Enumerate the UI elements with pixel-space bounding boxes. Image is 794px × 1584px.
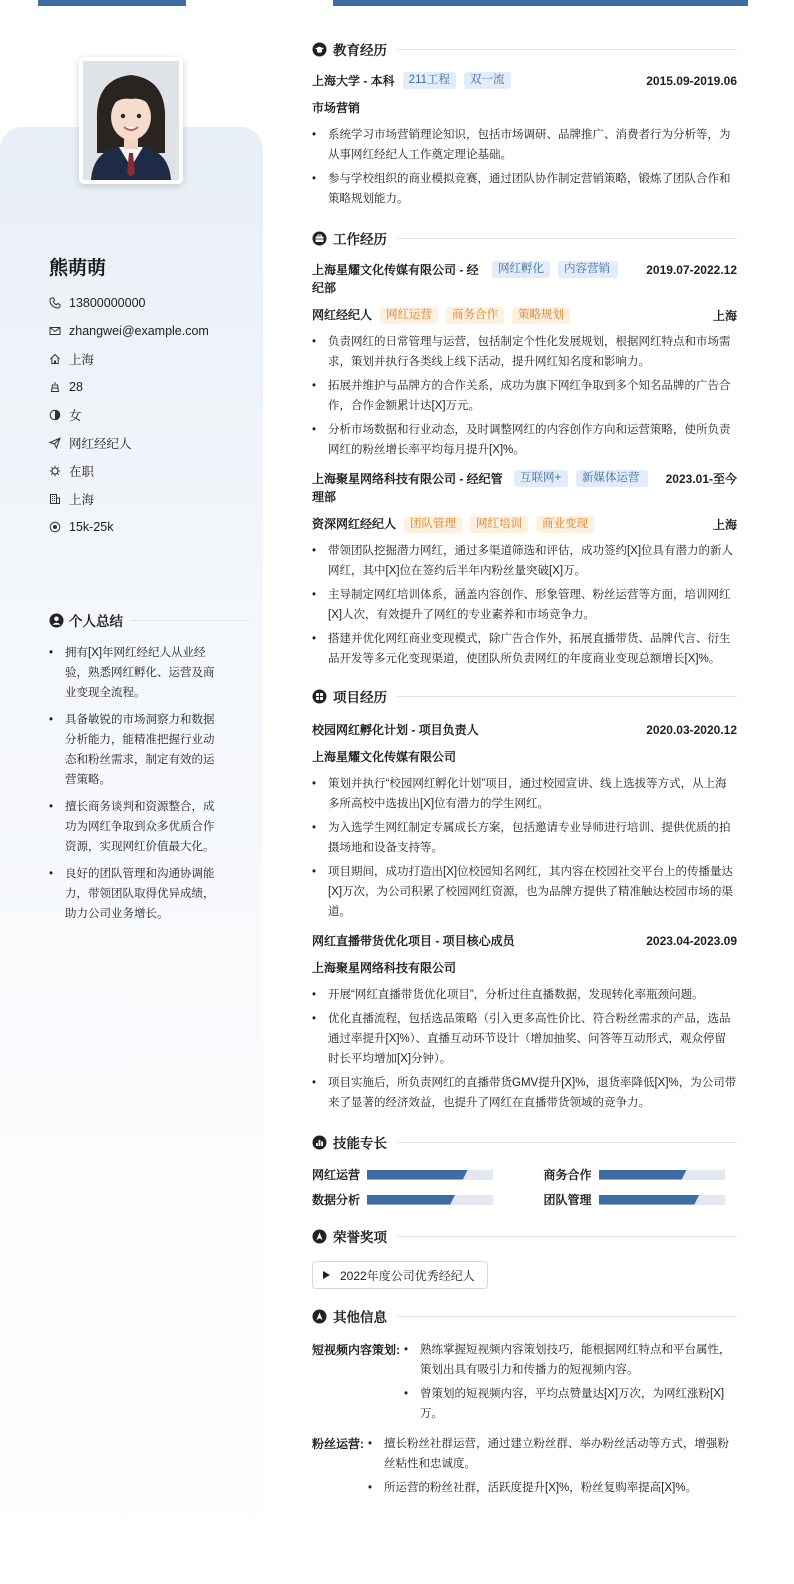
work-city: 上海 bbox=[712, 308, 737, 323]
skill-bar bbox=[599, 1195, 725, 1205]
info-status bbox=[49, 457, 249, 485]
date-range: 2023.01-至今 bbox=[665, 472, 737, 486]
list-item: • 策划并执行“校园网红孵化计划”项目，通过校园宣讲、线上选拔等方式，从上海多所高校中选拔出[X]位有潜力的学生网红。 bbox=[312, 774, 737, 814]
list-item: • 优化直播流程，包括选品策略（引入更多高性价比、符合粉丝需求的产品，选品通过率提升[X]%）、直播互动环节设计（增加抽奖、问答等互动形式，观众停留时长平均增加[X]分钟）。 bbox=[312, 1009, 737, 1069]
skill-fill bbox=[367, 1195, 455, 1205]
project-org: 上海星耀文化传媒有限公司 bbox=[312, 750, 457, 764]
graduation-cap-icon bbox=[312, 42, 327, 57]
info-email bbox=[49, 317, 249, 345]
info-position bbox=[49, 429, 249, 457]
info-icon bbox=[312, 1309, 327, 1324]
project-entry bbox=[312, 932, 737, 1113]
skill-fill bbox=[367, 1170, 468, 1180]
skill-item bbox=[544, 1167, 738, 1182]
tag: 网红孵化 bbox=[492, 261, 550, 278]
info-text: 在职 bbox=[69, 465, 95, 479]
info-text: 网红经纪人 bbox=[69, 437, 132, 451]
info-salary bbox=[49, 513, 249, 541]
skill-fill bbox=[599, 1195, 700, 1205]
profile-photo bbox=[79, 57, 183, 184]
education-entry bbox=[312, 72, 737, 209]
other-details bbox=[368, 1434, 737, 1502]
info-text: 上海 bbox=[69, 493, 95, 507]
school-name: 上海大学 - 本科 bbox=[312, 74, 395, 88]
work-details bbox=[312, 332, 737, 460]
role-title: 资深网红经纪人 bbox=[312, 517, 397, 531]
company-name: 上海星耀文化传媒有限公司 - 经纪部 bbox=[312, 263, 479, 295]
skills-grid bbox=[312, 1167, 737, 1207]
date-range: 2020.03-2020.12 bbox=[646, 723, 737, 737]
skill-bar bbox=[599, 1170, 725, 1180]
list-item: • 主导制定网红培训体系，涵盖内容创作、形象管理、粉丝运营等方面，培训网红[X]人次，有效提升了网红的专业素养和市场竞争力。 bbox=[312, 585, 737, 625]
project-details bbox=[312, 774, 737, 922]
list-item: • 负责网红的日常管理与运营，包括制定个性化发展规划，根据网红特点和市场需求，策划并执行各类线上线下活动，提升网红知名度和影响力。 bbox=[312, 332, 737, 372]
salary-icon bbox=[49, 521, 61, 533]
skill-name: 数据分析 bbox=[312, 1193, 361, 1207]
list-item: • 具备敏锐的市场洞察力和数据分析能力，能精准把握行业动态和粉丝需求，制定有效的运营策略。 bbox=[49, 710, 219, 790]
info-text: 13800000000 bbox=[69, 296, 146, 310]
list-item: • 曾策划的短视频内容，平均点赞量达[X]万次，为网红涨粉[X]万。 bbox=[404, 1384, 737, 1424]
date-range: 2019.07-2022.12 bbox=[646, 263, 737, 277]
list-item: • 项目实施后，所负责网红的直播带货GMV提升[X]%，退货率降低[X]%，为公司带来了显著的经济效益，也提升了网红在直播带货领域的竞争力。 bbox=[312, 1073, 737, 1113]
summary-title-text: 个人总结 bbox=[69, 614, 123, 629]
other-info-block bbox=[312, 1340, 737, 1428]
list-item: • 熟练掌握短视频内容策划技巧，能根据网红特点和平台属性，策划出具有吸引力和传播力的短视频内容。 bbox=[404, 1340, 737, 1380]
awards-section-title bbox=[312, 1225, 737, 1247]
list-item: • 搭建并优化网红商业变现模式，除广告合作外，拓展直播带货、品牌代言、衍生品开发等多元化变现渠道，使团队所负责网红的年度商业变现总额增长[X]%。 bbox=[312, 629, 737, 669]
work-entry bbox=[312, 470, 737, 669]
list-item: • 擅长粉丝社群运营，通过建立粉丝群、举办粉丝活动等方式，增强粉丝粘性和忠诚度。 bbox=[368, 1434, 737, 1474]
mail-icon bbox=[49, 325, 61, 337]
list-item: • 带领团队挖掘潜力网红，通过多渠道筛选和评估，成功签约[X]位具有潜力的新人网红，其中[X]位在签约后半年内粉丝量突破[X]万。 bbox=[312, 541, 737, 581]
summary-list bbox=[49, 643, 219, 931]
tag: 商务合作 bbox=[446, 307, 504, 324]
grid-icon bbox=[312, 689, 327, 704]
tag: 内容营销 bbox=[558, 261, 618, 278]
title-divider bbox=[397, 238, 737, 239]
building-icon bbox=[49, 493, 61, 505]
tag: 策略规划 bbox=[512, 307, 570, 324]
list-item: • 开展“网红直播带货优化项目”，分析过往直播数据，发现转化率瓶颈问题。 bbox=[312, 985, 737, 1005]
project-name: 校园网红孵化计划 - 项目负责人 bbox=[312, 723, 479, 737]
list-item: • 分析市场数据和行业动态，及时调整网红的内容创作方向和运营策略，使所负责网红的粉丝增长率平均每月提升[X]%。 bbox=[312, 420, 737, 460]
award-item bbox=[312, 1261, 488, 1289]
project-entry bbox=[312, 721, 737, 922]
briefcase-icon bbox=[312, 231, 327, 246]
major: 市场营销 bbox=[312, 101, 361, 115]
date-range: 2023.04-2023.09 bbox=[646, 934, 737, 948]
play-icon bbox=[323, 1271, 330, 1279]
work-details bbox=[312, 541, 737, 669]
skill-name: 网红运营 bbox=[312, 1168, 361, 1182]
date-range: 2015.09-2019.06 bbox=[646, 74, 737, 88]
info-text: 上海 bbox=[69, 353, 95, 367]
tag: 网红培训 bbox=[470, 516, 528, 533]
other-info-block bbox=[312, 1434, 737, 1502]
title-divider bbox=[397, 1236, 737, 1237]
title-divider bbox=[397, 696, 737, 697]
awards-title-text: 荣誉奖项 bbox=[333, 1230, 387, 1245]
work-city: 上海 bbox=[712, 517, 737, 532]
work-entry bbox=[312, 261, 737, 460]
main-column bbox=[312, 38, 737, 1502]
skill-bar bbox=[367, 1195, 493, 1205]
tag: 新媒体运营 bbox=[576, 470, 648, 487]
contact-info-list bbox=[49, 289, 249, 541]
education-section-title bbox=[312, 38, 737, 60]
status-icon bbox=[49, 465, 61, 477]
education-details bbox=[312, 125, 737, 209]
project-details bbox=[312, 985, 737, 1113]
list-item: • 项目期间，成功打造出[X]位校园知名网红，其内容在校园社交平台上的传播量达[X]万次，为公司积累了校园网红资源，也为品牌方提供了精准触达校园市场的渠道。 bbox=[312, 862, 737, 922]
age-icon bbox=[49, 381, 61, 393]
title-divider bbox=[397, 1142, 737, 1143]
info-city bbox=[49, 345, 249, 373]
work-title-text: 工作经历 bbox=[333, 232, 387, 247]
education-title-text: 教育经历 bbox=[333, 43, 387, 58]
info-text: 28 bbox=[69, 380, 83, 394]
info-text: 15k-25k bbox=[69, 520, 114, 534]
skill-item bbox=[312, 1192, 506, 1207]
skill-item bbox=[312, 1167, 506, 1182]
tag: 团队管理 bbox=[404, 516, 462, 533]
title-divider bbox=[131, 620, 249, 621]
tag: 互联网+ bbox=[514, 470, 568, 487]
role-title: 网红经纪人 bbox=[312, 308, 373, 322]
award-icon bbox=[312, 1229, 327, 1244]
other-label: 短视频内容策划: bbox=[312, 1343, 400, 1357]
info-text: zhangwei@example.com bbox=[69, 324, 209, 338]
list-item: • 拥有[X]年网红经纪人从业经验，熟悉网红孵化、运营及商业变现全流程。 bbox=[49, 643, 219, 703]
top-accent-bar-left bbox=[38, 0, 186, 6]
list-item: • 所运营的粉丝社群，活跃度提升[X]%，粉丝复购率提高[X]%。 bbox=[368, 1478, 737, 1498]
company-name: 上海聚星网络科技有限公司 - 经纪管理部 bbox=[312, 472, 503, 504]
other-label: 粉丝运营: bbox=[312, 1437, 364, 1451]
info-phone bbox=[49, 289, 249, 317]
send-icon bbox=[49, 437, 61, 449]
tag: 双一流 bbox=[464, 72, 511, 89]
skills-title-text: 技能专长 bbox=[333, 1136, 387, 1151]
summary-section-title bbox=[49, 610, 249, 630]
tag: 商业变现 bbox=[536, 516, 594, 533]
home-icon bbox=[49, 353, 61, 365]
tag: 211工程 bbox=[403, 72, 456, 89]
projects-section-title bbox=[312, 685, 737, 707]
skill-bar bbox=[367, 1170, 493, 1180]
list-item: • 良好的团队管理和沟通协调能力，带领团队取得优异成绩，助力公司业务增长。 bbox=[49, 864, 219, 924]
bar-chart-icon bbox=[312, 1135, 327, 1150]
title-divider bbox=[397, 1316, 737, 1317]
projects-title-text: 项目经历 bbox=[333, 690, 387, 705]
list-item: • 擅长商务谈判和资源整合，成功为网红争取到众多优质合作资源，实现网红价值最大化。 bbox=[49, 797, 219, 857]
candidate-name: 熊萌萌 bbox=[49, 258, 107, 279]
other-section-title bbox=[312, 1305, 737, 1327]
info-text: 女 bbox=[69, 409, 82, 423]
phone-icon bbox=[49, 297, 61, 309]
info-location bbox=[49, 485, 249, 513]
info-gender bbox=[49, 401, 249, 429]
avatar-portrait-icon bbox=[83, 61, 179, 180]
top-accent-bar-right bbox=[333, 0, 748, 6]
skill-fill bbox=[599, 1170, 687, 1180]
skill-item bbox=[544, 1192, 738, 1207]
skills-section-title bbox=[312, 1131, 737, 1153]
tag: 网红运营 bbox=[380, 307, 438, 324]
project-name: 网红直播带货优化项目 - 项目核心成员 bbox=[312, 934, 515, 948]
skill-name: 团队管理 bbox=[543, 1193, 592, 1207]
gender-icon bbox=[49, 409, 61, 421]
title-divider bbox=[397, 49, 737, 50]
award-text: 2022年度公司优秀经纪人 bbox=[340, 1268, 475, 1283]
info-age bbox=[49, 373, 249, 401]
project-org: 上海聚星网络科技有限公司 bbox=[312, 961, 457, 975]
user-circle-icon bbox=[49, 613, 64, 628]
list-item: • 参与学校组织的商业模拟竞赛，通过团队协作制定营销策略，锻炼了团队合作和策略规划能力。 bbox=[312, 169, 737, 209]
work-section-title bbox=[312, 227, 737, 249]
other-details bbox=[404, 1340, 737, 1428]
list-item: • 为入选学生网红制定专属成长方案，包括邀请专业导师进行培训、提供优质的拍摄场地和设备支持等。 bbox=[312, 818, 737, 858]
list-item: • 拓展并维护与品牌方的合作关系，成功为旗下网红争取到多个知名品牌的广告合作，合作金额累计达[X]万元。 bbox=[312, 376, 737, 416]
skill-name: 商务合作 bbox=[543, 1168, 592, 1182]
list-item: • 系统学习市场营销理论知识，包括市场调研、品牌推广、消费者行为分析等，为从事网红经纪人工作奠定理论基础。 bbox=[312, 125, 737, 165]
other-title-text: 其他信息 bbox=[333, 1310, 387, 1325]
